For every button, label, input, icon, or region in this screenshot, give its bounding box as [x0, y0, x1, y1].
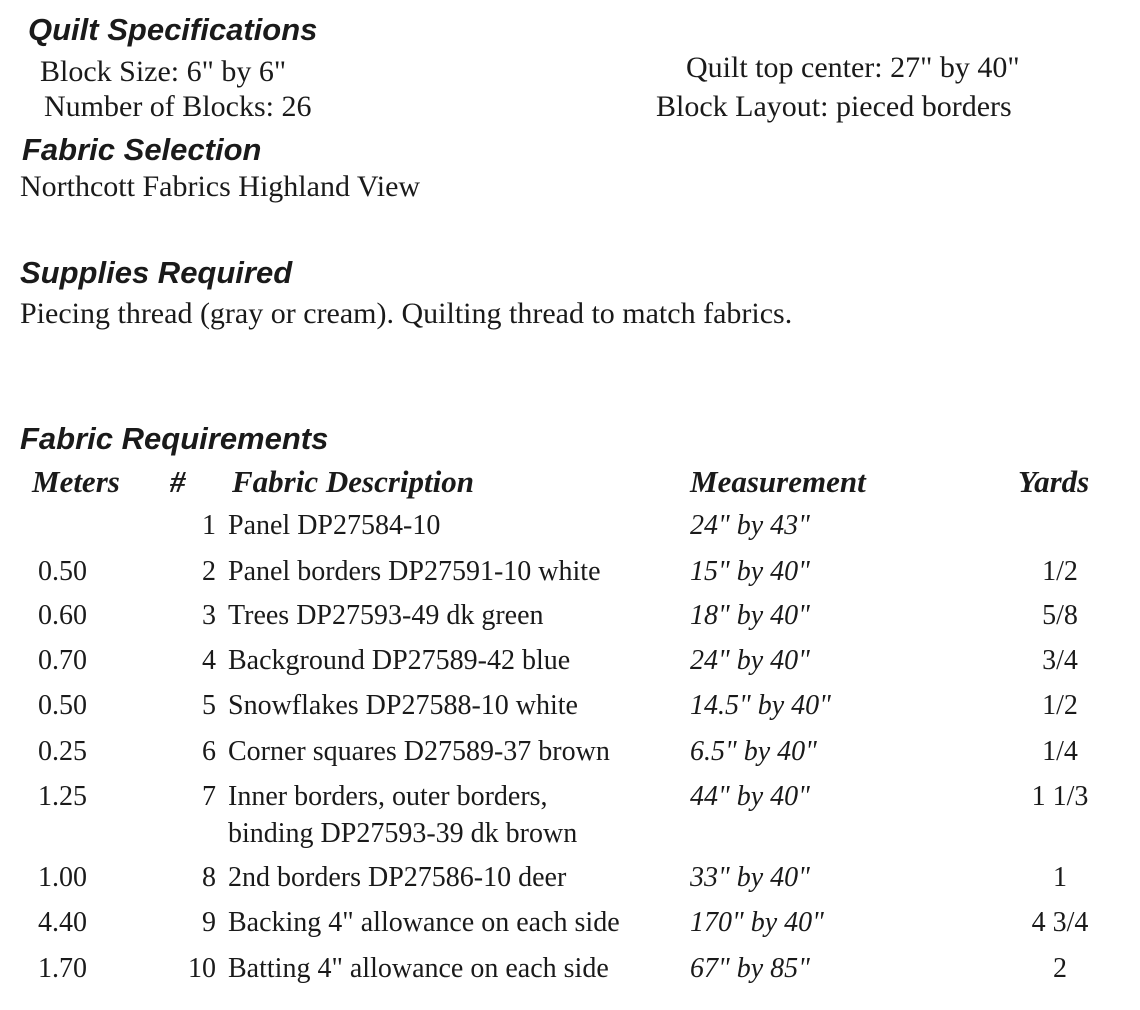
column-header-fabric-description: Fabric Description: [232, 464, 474, 499]
cell-yards: 4 3/4: [1031, 907, 1089, 938]
cell-fabric-description: Batting 4" allowance on each side: [228, 953, 609, 984]
fabric-requirements-heading: Fabric Requirements: [20, 421, 329, 456]
cell-fabric-description: Inner borders, outer borders,: [228, 781, 548, 812]
cell-fabric-description-line2: binding DP27593-39 dk brown: [228, 818, 578, 849]
cell-yards: 1/2: [1042, 556, 1078, 587]
cell-meters: 1.00: [38, 862, 87, 893]
cell-fabric-description: Trees DP27593-49 dk green: [228, 600, 544, 631]
cell-fabric-description: Panel DP27584-10: [228, 510, 441, 541]
cell-yards: 1/2: [1042, 690, 1078, 721]
cell-measurement: 67" by 85": [690, 953, 810, 984]
cell-meters: 0.70: [38, 645, 87, 676]
block-layout: Block Layout: pieced borders: [656, 90, 1012, 123]
column-header-yards: Yards: [1018, 464, 1090, 499]
block-size: Block Size: 6" by 6": [40, 55, 287, 88]
quilt-top-center: Quilt top center: 27" by 40": [686, 51, 1020, 84]
cell-fabric-description: Panel borders DP27591-10 white: [228, 556, 601, 587]
cell-measurement: 15" by 40": [690, 556, 810, 587]
quilt-specifications-heading: Quilt Specifications: [28, 12, 318, 47]
cell-measurement: 24" by 40": [690, 645, 810, 676]
cell-meters: 0.50: [38, 556, 87, 587]
cell-meters: 0.60: [38, 600, 87, 631]
cell-number: 1: [202, 510, 216, 541]
cell-yards: 5/8: [1042, 600, 1078, 631]
cell-meters: 1.70: [38, 953, 87, 984]
number-of-blocks: Number of Blocks: 26: [44, 90, 312, 123]
cell-measurement: 6.5" by 40": [690, 736, 817, 767]
cell-yards: 1 1/3: [1031, 781, 1089, 812]
cell-fabric-description: Snowflakes DP27588-10 white: [228, 690, 578, 721]
cell-measurement: 14.5" by 40": [690, 690, 831, 721]
cell-number: 10: [188, 953, 216, 984]
cell-yards: 1: [1053, 862, 1067, 893]
cell-meters: 0.25: [38, 736, 87, 767]
cell-number: 9: [202, 907, 216, 938]
fabric-selection-text: Northcott Fabrics Highland View: [20, 170, 421, 203]
column-header-number: #: [170, 464, 186, 499]
cell-measurement: 33" by 40": [690, 862, 810, 893]
cell-number: 2: [202, 556, 216, 587]
cell-fabric-description: 2nd borders DP27586-10 deer: [228, 862, 567, 893]
cell-measurement: 44" by 40": [690, 781, 810, 812]
cell-yards: 1/4: [1042, 736, 1078, 767]
cell-measurement: 170" by 40": [690, 907, 824, 938]
fabric-selection-heading: Fabric Selection: [22, 132, 262, 167]
cell-measurement: 18" by 40": [690, 600, 810, 631]
cell-measurement: 24" by 43": [690, 510, 810, 541]
cell-fabric-description: Background DP27589-42 blue: [228, 645, 571, 676]
cell-fabric-description: Backing 4" allowance on each side: [228, 907, 620, 938]
cell-yards: 2: [1053, 953, 1067, 984]
supplies-required-text: Piecing thread (gray or cream). Quilting thread to match fabrics.: [20, 297, 793, 330]
cell-number: 4: [202, 645, 216, 676]
cell-fabric-description: Corner squares D27589-37 brown: [228, 736, 610, 767]
cell-number: 6: [202, 736, 216, 767]
column-header-meters: Meters: [32, 464, 120, 499]
supplies-required-heading: Supplies Required: [20, 255, 293, 290]
cell-number: 5: [202, 690, 216, 721]
cell-meters: 4.40: [38, 907, 87, 938]
cell-meters: 0.50: [38, 690, 87, 721]
cell-number: 3: [202, 600, 216, 631]
column-header-measurement: Measurement: [690, 464, 866, 499]
cell-yards: 3/4: [1042, 645, 1078, 676]
cell-number: 8: [202, 862, 216, 893]
cell-meters: 1.25: [38, 781, 87, 812]
cell-number: 7: [202, 781, 216, 812]
